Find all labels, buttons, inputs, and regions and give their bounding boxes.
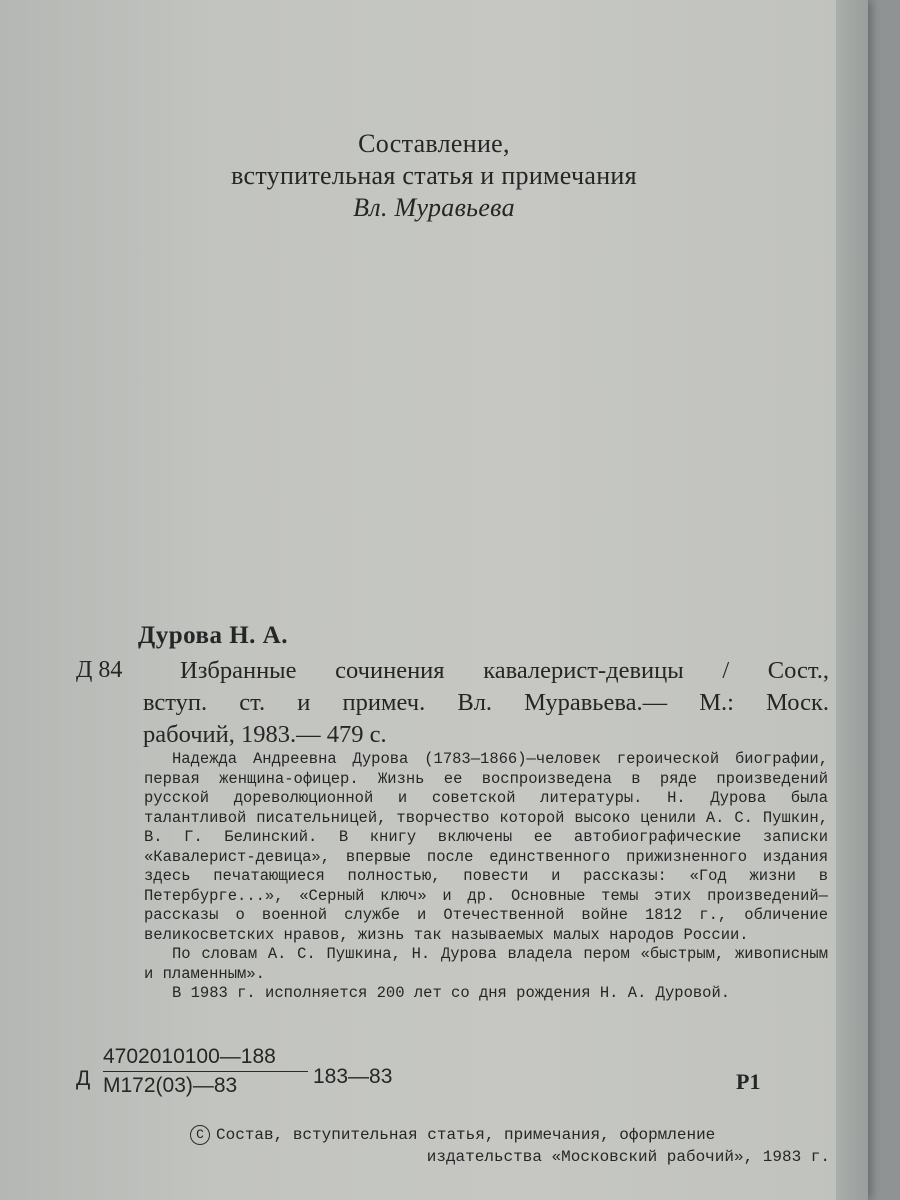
annotation-paragraph: В 1983 г. исполняется 200 лет со дня рождения Н. А. Дуровой. — [172, 984, 731, 1002]
biblio-line: Избранные сочинения кавалерист-девицы / Сост., — [180, 657, 829, 684]
bibliographic-description — [143, 655, 829, 751]
copyright-block — [190, 1124, 830, 1168]
catalog-code: Д 84 — [76, 657, 123, 683]
index-letter: Д — [76, 1067, 91, 1090]
copyright-line-1 — [190, 1124, 830, 1146]
index-denominator: М172(03)—83 — [103, 1074, 238, 1097]
copyright-line-2: издательства «Московский рабочий», 1983 г. — [426, 1148, 830, 1166]
annotation-paragraph: По словам А. С. Пушкина, Н. Дурова владела пером «быстрым, живописным и пламенным». — [144, 945, 828, 983]
credits-editor: Вл. Муравьева — [353, 193, 515, 222]
index-numerator: 4702010100—188 — [103, 1045, 308, 1072]
annotation-paragraph: Надежда Андреевна Дурова (1783—1866)—человек героической биографии, первая женщина-офицер. Жизнь ее воспроизведена в ряде произведений русской дореволюционной и советской литературы. Н. Дурова была талантливой писательницей, творчество которой высоко ценили А. С. Пушкин, В. Г. Белинский. В книгу включены ее автобиографические записки «Кавалерист-девица», впервые после единственного прижизненного издания здесь печатающиеся полностью, повести и рассказы: «Год жизни в Петербурге...», «Серный ключ» и др. Основные темы этих произведений—рассказы о военной службе и Отечественной войне 1812 г., обличение великосветских нравов, жизнь так называемых малых народов России. — [144, 750, 828, 944]
credits-line-1: Составление, — [358, 129, 510, 158]
catalog-author: Дурова Н. А. — [138, 622, 288, 649]
annotation — [144, 750, 828, 1004]
index-code-block — [76, 1045, 796, 1105]
credits-line-2: вступительная статья и примечания — [231, 161, 637, 190]
biblio-line: рабочий, 1983.— 479 с. — [143, 721, 387, 748]
copyright-text-1: Состав, вступительная статья, примечания, оформление — [216, 1126, 716, 1144]
classification-mark: P1 — [736, 1069, 761, 1094]
index-code: 183—83 — [313, 1065, 393, 1088]
credits-block — [0, 128, 868, 224]
biblio-line: вступ. ст. и примеч. Вл. Муравьева.— М.: Моск. — [143, 689, 829, 716]
index-fraction — [103, 1045, 308, 1098]
copyright-icon: С — [190, 1125, 210, 1145]
